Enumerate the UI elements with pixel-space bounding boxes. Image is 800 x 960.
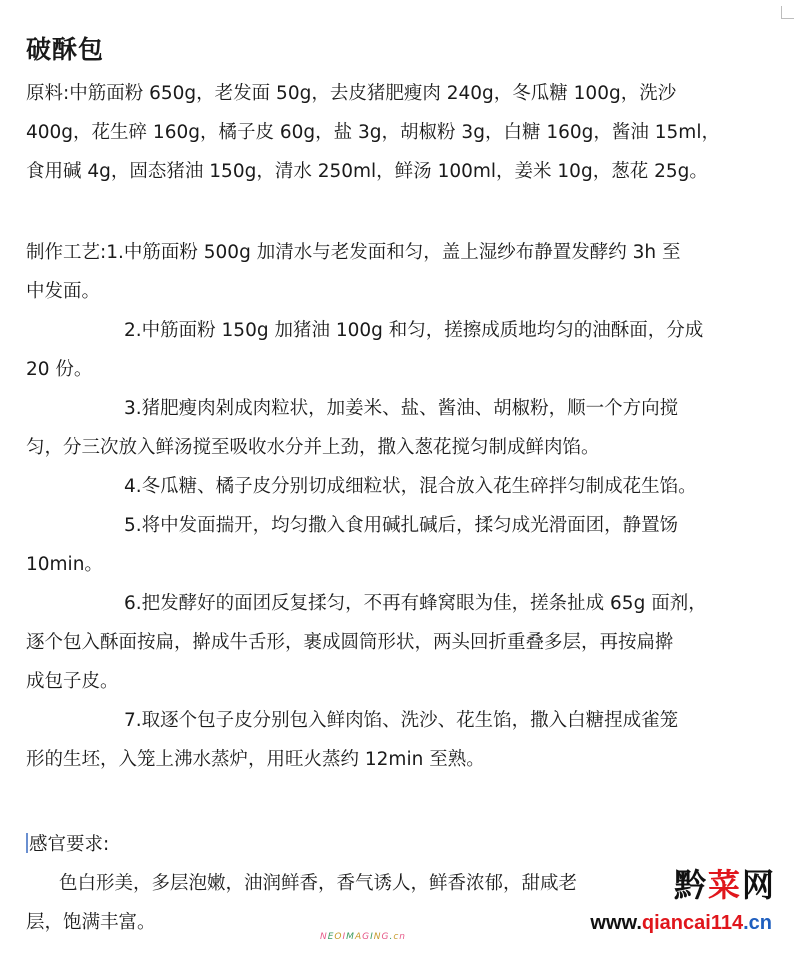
step-line: 10min。 — [26, 554, 103, 575]
sensory-heading-line — [26, 825, 786, 864]
watermark-char: G — [381, 932, 390, 942]
watermark-char: n — [399, 932, 407, 942]
step-2 — [26, 311, 786, 389]
site-watermark-url: www.qiancai114.cn — [586, 912, 776, 935]
step-line: 逐个包入酥面按扁，擀成牛舌形，裹成圆筒形状，两头回折重叠多层，再按扁擀 — [26, 632, 674, 653]
ingredients-line: 原料:中筋面粉 650g，老发面 50g，去皮猪肥瘦肉 240g，冬瓜糖 100g，洗沙 — [26, 83, 677, 104]
step-3 — [26, 389, 786, 467]
step-line: 6.把发酵好的面团反复揉匀，不再有蜂窝眼为佳，搓条扯成 65g 面剂， — [124, 593, 707, 614]
watermark-char: N — [320, 932, 328, 942]
watermark-char: M — [346, 932, 355, 942]
step-line: 形的生坯，入笼上沸水蒸炉，用旺火蒸约 12min 至熟。 — [26, 749, 485, 770]
ingredients-paragraph — [26, 74, 786, 191]
site-watermark-logo: 黔菜网 — [670, 860, 780, 906]
sensory-line: 层，饱满丰富。 — [26, 912, 156, 933]
process-line: 中发面。 — [26, 281, 101, 302]
page-corner-mark — [781, 6, 794, 19]
step-7 — [26, 701, 786, 779]
text-cursor — [26, 833, 28, 853]
recipe-title: 破酥包 — [26, 35, 105, 64]
step-line: 3.猪肥瘦肉剁成肉粒状，加姜米、盐、酱油、胡椒粉，顺一个方向搅 — [124, 398, 679, 419]
document-body — [26, 24, 786, 942]
step-5 — [26, 506, 786, 584]
watermark-char: A — [354, 932, 363, 942]
watermark-char: G — [362, 932, 371, 942]
process-line: 制作工艺:1.中筋面粉 500g 加清水与老发面和匀，盖上湿纱布静置发酵约 3h 至 — [26, 242, 681, 263]
step-line: 20 份。 — [26, 359, 93, 380]
watermark-char: I — [370, 932, 374, 942]
step-line: 2.中筋面粉 150g 加猪油 100g 和匀，搓擦成质地均匀的油酥面，分成 — [124, 320, 704, 341]
watermark-char: E — [327, 932, 335, 942]
step-6 — [26, 584, 786, 701]
step-4 — [26, 467, 786, 506]
sensory-heading: 感官要求: — [29, 834, 110, 855]
sensory-line: 色白形美，多层泡嫩，油润鲜香，香气诱人，鲜香浓郁，甜咸老 — [59, 873, 578, 894]
watermark-char: . — [389, 932, 394, 942]
process-intro-paragraph — [26, 233, 786, 311]
step-line: 成包子皮。 — [26, 671, 119, 692]
small-watermark — [320, 932, 406, 942]
watermark-char: c — [393, 932, 400, 942]
step-line: 匀，分三次放入鲜汤搅至吸收水分并上劲，撒入葱花搅匀制成鲜肉馅。 — [26, 437, 600, 458]
step-line: 7.取逐个包子皮分别包入鲜肉馅、洗沙、花生馅，撒入白糖捏成雀笼 — [124, 710, 679, 731]
step-line: 5.将中发面揣开，均匀撒入食用碱扎碱后，揉匀成光滑面团，静置饧 — [124, 515, 679, 536]
watermark-char: I — [342, 932, 347, 942]
ingredients-line: 食用碱 4g，固态猪油 150g，清水 250ml，鲜汤 100ml，姜米 10g，葱花 25g。 — [26, 161, 708, 182]
ingredients-line: 400g，花生碎 160g，橘子皮 60g，盐 3g，胡椒粉 3g，白糖 160g，酱油 15ml， — [26, 122, 720, 143]
watermark-char: O — [334, 932, 343, 942]
step-line: 4.冬瓜糖、橘子皮分别切成细粒状，混合放入花生碎拌匀制成花生馅。 — [124, 476, 697, 497]
watermark-char: N — [373, 932, 382, 942]
